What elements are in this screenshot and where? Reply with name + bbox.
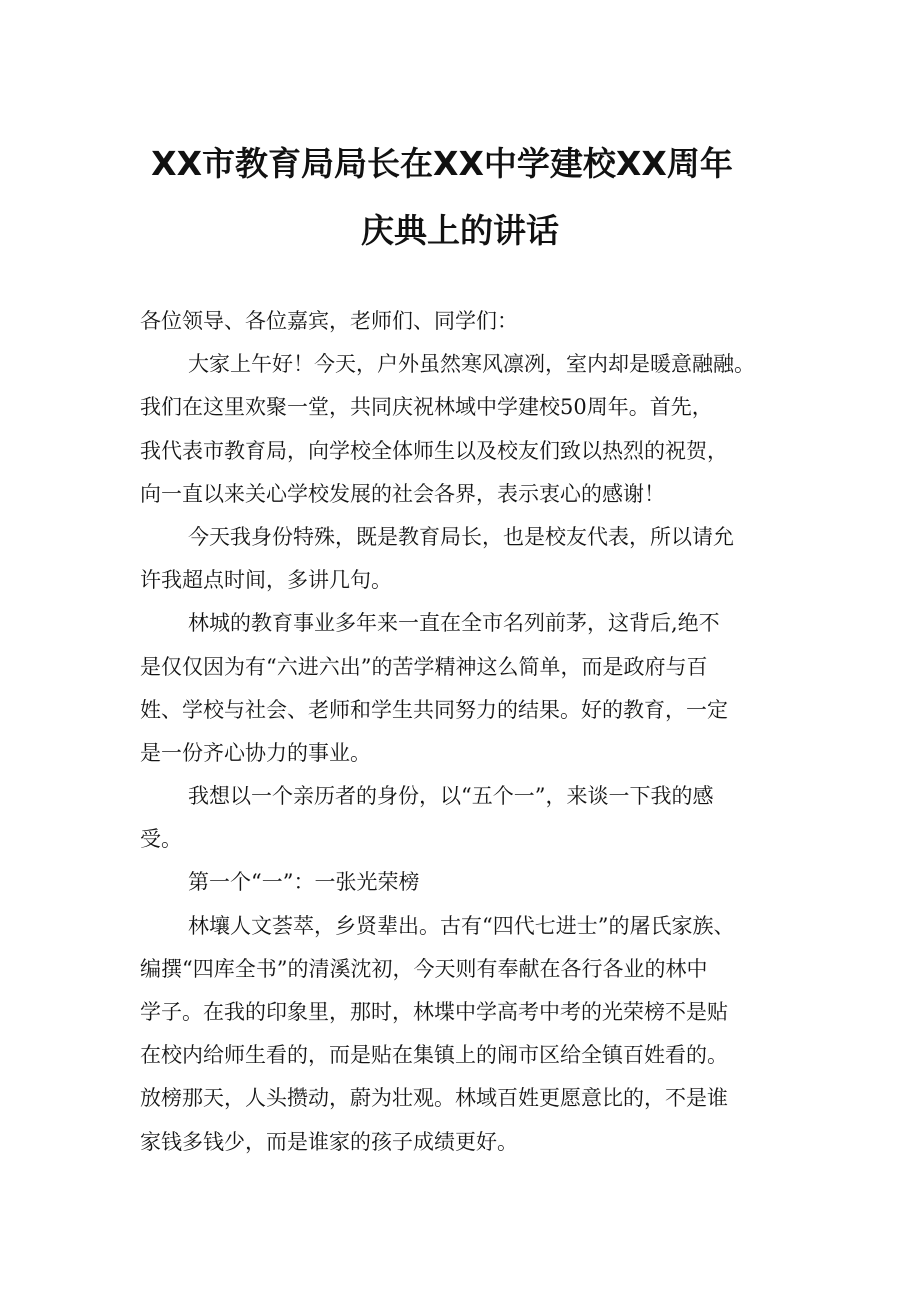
paragraph-line: 林壤人文荟萃，乡贤辈出。古有“四代七进士”的屠氏家族、: [188, 913, 735, 938]
paragraph-line: 学子。在我的印象里，那时，林堞中学高考中考的光荣榜不是贴: [140, 1000, 728, 1024]
paragraph-line: 家钱多钱少，而是谁家的孩子成绩更好。: [140, 1129, 518, 1154]
paragraph-line: 放榜那天，人头攒动，蔚为壮观。林域百姓更愿意比的，不是谁: [140, 1086, 728, 1111]
speech-body: [140, 300, 800, 1164]
paragraph-line: 在校内给师生看的，而是贴在集镇上的闹市区给全镇百姓看的。: [140, 1043, 728, 1068]
paragraph-line: 向一直以来关心学校发展的社会各界，表示衷心的感谢！: [140, 481, 665, 506]
paragraph-line: 我们在这里欢聚一堂，共同庆祝林域中学建校50周年。首先，: [140, 395, 713, 420]
document-title-line-1: XX市教育局局长在XX中学建校XX周年: [151, 144, 733, 183]
paragraph-line: 编撰“四库全书”的清溪沈初，今天则有奉献在各行各业的林中: [140, 956, 708, 981]
paragraph-line: 今天我身份特殊，既是教育局长，也是校友代表，所以请允: [188, 524, 734, 549]
paragraph-line: 姓、学校与社会、老师和学生共同努力的结果。好的教育，一定: [140, 697, 728, 722]
paragraph-line: 许我超点时间，多讲几句。: [140, 568, 392, 593]
paragraph-line: 受。: [140, 827, 182, 852]
section-heading: 第一个“一”：一张光荣榜: [188, 870, 420, 895]
paragraph-line: 我想以一个亲历者的身份，以“五个一”，来谈一下我的感: [188, 784, 714, 809]
document-title-line-2: 庆典上的讲话: [361, 211, 559, 250]
paragraph-line: 林城的教育事业多年来一直在全市名列前茅，这背后,绝不: [188, 611, 720, 636]
salutation-line: 各位领导、各位嘉宾，老师们、同学们：: [140, 309, 518, 333]
paragraph-line: 大家上午好！今天，户外虽然寒风凛冽，室内却是暖意融融。: [188, 352, 755, 377]
paragraph-line: 是一份齐心协力的事业。: [140, 740, 371, 765]
paragraph-line: 是仅仅因为有“六进六出”的苦学精神这么简单，而是政府与百: [140, 654, 708, 679]
paragraph-line: 我代表市教育局，向学校全体师生以及校友们致以热烈的祝贺，: [140, 438, 728, 463]
